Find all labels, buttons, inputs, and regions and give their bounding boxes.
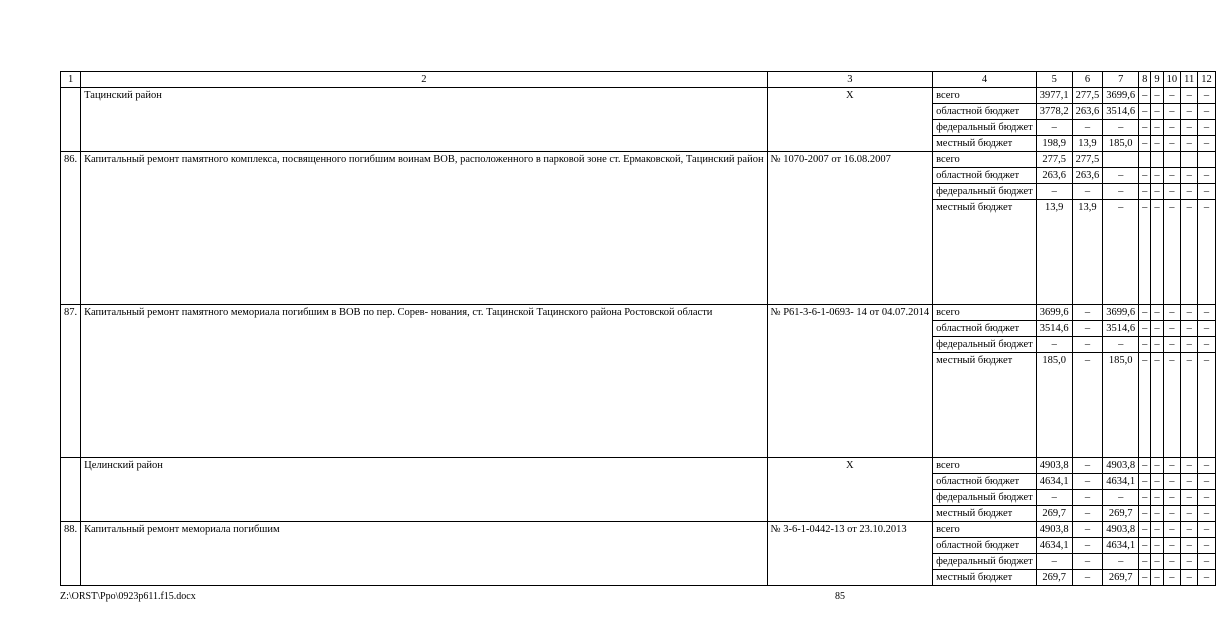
amount-cell: –	[1163, 104, 1181, 120]
amount-cell: –	[1139, 538, 1151, 554]
amount-cell: 277,5	[1036, 152, 1072, 168]
item-number: 88.	[61, 522, 81, 586]
amount-cell: –	[1151, 506, 1163, 522]
item-number: 86.	[61, 152, 81, 305]
amount-cell: 3514,6	[1103, 321, 1139, 337]
amount-cell: –	[1181, 200, 1198, 305]
amount-cell: –	[1139, 337, 1151, 353]
budget-type-label: местный бюджет	[933, 200, 1037, 305]
amount-cell: 3514,6	[1103, 104, 1139, 120]
amount-cell: –	[1072, 506, 1103, 522]
table-row	[61, 522, 1216, 538]
amount-cell: –	[1072, 522, 1103, 538]
amount-cell: –	[1163, 538, 1181, 554]
amount-cell: –	[1163, 120, 1181, 136]
amount-cell: –	[1139, 522, 1151, 538]
header-cell: 7	[1103, 72, 1139, 88]
amount-cell: –	[1103, 337, 1139, 353]
amount-cell: –	[1072, 321, 1103, 337]
amount-cell: –	[1151, 490, 1163, 506]
amount-cell	[1163, 152, 1181, 168]
amount-cell: –	[1181, 305, 1198, 321]
amount-cell: –	[1139, 506, 1151, 522]
amount-cell: –	[1151, 321, 1163, 337]
amount-cell: –	[1198, 458, 1216, 474]
budget-type-label: всего	[933, 88, 1037, 104]
amount-cell: –	[1103, 120, 1139, 136]
amount-cell: –	[1163, 321, 1181, 337]
amount-cell: –	[1151, 570, 1163, 586]
budget-type-label: местный бюджет	[933, 506, 1037, 522]
budget-type-label: областной бюджет	[933, 321, 1037, 337]
amount-cell: 13,9	[1072, 136, 1103, 152]
budget-type-label: областной бюджет	[933, 168, 1037, 184]
header-cell: 11	[1181, 72, 1198, 88]
document-ref: Х	[767, 458, 933, 522]
amount-cell	[1181, 152, 1198, 168]
amount-cell: –	[1139, 490, 1151, 506]
budget-type-label: всего	[933, 458, 1037, 474]
amount-cell	[1139, 152, 1151, 168]
amount-cell: –	[1036, 490, 1072, 506]
amount-cell: –	[1181, 458, 1198, 474]
amount-cell: –	[1163, 305, 1181, 321]
amount-cell: 4903,8	[1103, 458, 1139, 474]
amount-cell: 269,7	[1103, 570, 1139, 586]
amount-cell: –	[1163, 506, 1181, 522]
amount-cell: –	[1151, 522, 1163, 538]
amount-cell: 13,9	[1036, 200, 1072, 305]
amount-cell: –	[1181, 522, 1198, 538]
object-name: Капитальный ремонт памятного мемориала погибшим в ВОВ по пер. Сорев- нования, ст. Тацинской Тацинского района Ростовской области	[81, 305, 767, 458]
amount-cell: –	[1181, 490, 1198, 506]
budget-type-label: федеральный бюджет	[933, 490, 1037, 506]
amount-cell: –	[1181, 353, 1198, 458]
amount-cell: –	[1163, 458, 1181, 474]
amount-cell: 277,5	[1072, 88, 1103, 104]
amount-cell: –	[1151, 538, 1163, 554]
budget-type-label: областной бюджет	[933, 538, 1037, 554]
amount-cell: –	[1072, 305, 1103, 321]
amount-cell: –	[1181, 474, 1198, 490]
amount-cell: –	[1072, 474, 1103, 490]
amount-cell: 3699,6	[1036, 305, 1072, 321]
amount-cell: –	[1151, 168, 1163, 184]
amount-cell: –	[1163, 490, 1181, 506]
amount-cell: –	[1072, 538, 1103, 554]
amount-cell: 4634,1	[1103, 538, 1139, 554]
amount-cell: –	[1198, 305, 1216, 321]
amount-cell: –	[1151, 474, 1163, 490]
amount-cell: 13,9	[1072, 200, 1103, 305]
amount-cell: 3699,6	[1103, 305, 1139, 321]
document-ref: № 1070-2007 от 16.08.2007	[767, 152, 933, 305]
amount-cell: –	[1103, 184, 1139, 200]
amount-cell: –	[1198, 88, 1216, 104]
amount-cell: –	[1139, 570, 1151, 586]
amount-cell: –	[1151, 305, 1163, 321]
amount-cell: 4903,8	[1103, 522, 1139, 538]
budget-table	[60, 71, 1216, 586]
amount-cell: –	[1072, 554, 1103, 570]
header-cell: 9	[1151, 72, 1163, 88]
amount-cell: –	[1151, 337, 1163, 353]
budget-type-label: всего	[933, 152, 1037, 168]
header-row	[61, 72, 1216, 88]
amount-cell: –	[1139, 474, 1151, 490]
amount-cell: –	[1163, 554, 1181, 570]
amount-cell: 269,7	[1036, 570, 1072, 586]
header-cell: 8	[1139, 72, 1151, 88]
document-ref: Х	[767, 88, 933, 152]
amount-cell: 3778,2	[1036, 104, 1072, 120]
amount-cell: –	[1139, 104, 1151, 120]
amount-cell: –	[1198, 522, 1216, 538]
amount-cell: –	[1198, 168, 1216, 184]
amount-cell: –	[1036, 120, 1072, 136]
amount-cell: –	[1198, 337, 1216, 353]
amount-cell: –	[1181, 168, 1198, 184]
amount-cell: –	[1198, 200, 1216, 305]
amount-cell: –	[1151, 184, 1163, 200]
amount-cell: 263,6	[1072, 104, 1103, 120]
amount-cell: 269,7	[1036, 506, 1072, 522]
amount-cell: –	[1163, 184, 1181, 200]
table-row	[61, 88, 1216, 104]
amount-cell: –	[1072, 570, 1103, 586]
amount-cell: 185,0	[1103, 136, 1139, 152]
amount-cell: –	[1139, 321, 1151, 337]
item-number	[61, 458, 81, 522]
amount-cell: –	[1163, 522, 1181, 538]
amount-cell: –	[1139, 184, 1151, 200]
amount-cell: –	[1036, 184, 1072, 200]
amount-cell: 4634,1	[1103, 474, 1139, 490]
amount-cell: –	[1198, 538, 1216, 554]
amount-cell: –	[1181, 104, 1198, 120]
amount-cell: –	[1181, 506, 1198, 522]
amount-cell: 185,0	[1103, 353, 1139, 458]
amount-cell: 4903,8	[1036, 458, 1072, 474]
amount-cell: –	[1163, 88, 1181, 104]
amount-cell: –	[1103, 554, 1139, 570]
amount-cell	[1103, 152, 1139, 168]
amount-cell: –	[1181, 136, 1198, 152]
amount-cell: –	[1072, 337, 1103, 353]
amount-cell: –	[1181, 88, 1198, 104]
amount-cell: 269,7	[1103, 506, 1139, 522]
amount-cell: –	[1151, 120, 1163, 136]
object-name: Капитальный ремонт памятного комплекса, посвященного погибшим воинам ВОВ, расположенного в парковой зоне ст. Ермаковской, Тацинский район	[81, 152, 767, 305]
budget-type-label: областной бюджет	[933, 104, 1037, 120]
footer-file-path: Z:\ORST\Ppo\0923p611.f15.docx	[60, 591, 196, 602]
amount-cell: –	[1163, 168, 1181, 184]
amount-cell: –	[1181, 570, 1198, 586]
amount-cell: –	[1072, 458, 1103, 474]
amount-cell	[1151, 152, 1163, 168]
header-cell: 12	[1198, 72, 1216, 88]
header-cell: 4	[933, 72, 1037, 88]
budget-type-label: областной бюджет	[933, 474, 1037, 490]
table-row	[61, 305, 1216, 321]
item-number	[61, 88, 81, 152]
amount-cell: –	[1198, 136, 1216, 152]
amount-cell: –	[1198, 104, 1216, 120]
amount-cell: –	[1198, 184, 1216, 200]
budget-type-label: федеральный бюджет	[933, 120, 1037, 136]
amount-cell: –	[1198, 554, 1216, 570]
amount-cell: 3699,6	[1103, 88, 1139, 104]
amount-cell: –	[1151, 104, 1163, 120]
amount-cell: –	[1151, 554, 1163, 570]
amount-cell: –	[1139, 353, 1151, 458]
budget-type-label: местный бюджет	[933, 570, 1037, 586]
amount-cell: –	[1151, 88, 1163, 104]
amount-cell: –	[1072, 184, 1103, 200]
amount-cell: –	[1181, 184, 1198, 200]
amount-cell: –	[1036, 337, 1072, 353]
document-ref: № 3-6-1-0442-13 от 23.10.2013	[767, 522, 933, 586]
amount-cell: –	[1181, 321, 1198, 337]
budget-type-label: федеральный бюджет	[933, 337, 1037, 353]
amount-cell: –	[1163, 570, 1181, 586]
header-cell: 2	[81, 72, 767, 88]
page-number: 85	[835, 591, 845, 602]
budget-type-label: местный бюджет	[933, 136, 1037, 152]
header-cell: 1	[61, 72, 81, 88]
amount-cell: –	[1163, 353, 1181, 458]
amount-cell: 198,9	[1036, 136, 1072, 152]
amount-cell: –	[1181, 120, 1198, 136]
amount-cell: –	[1151, 136, 1163, 152]
amount-cell: –	[1151, 200, 1163, 305]
amount-cell: 263,6	[1036, 168, 1072, 184]
table-row	[61, 152, 1216, 168]
amount-cell: –	[1072, 490, 1103, 506]
amount-cell: –	[1181, 554, 1198, 570]
amount-cell: –	[1036, 554, 1072, 570]
amount-cell: 263,6	[1072, 168, 1103, 184]
item-number: 87.	[61, 305, 81, 458]
amount-cell: –	[1103, 200, 1139, 305]
amount-cell	[1198, 152, 1216, 168]
amount-cell: 277,5	[1072, 152, 1103, 168]
amount-cell: –	[1139, 554, 1151, 570]
amount-cell: –	[1151, 353, 1163, 458]
amount-cell: –	[1139, 305, 1151, 321]
amount-cell: –	[1198, 490, 1216, 506]
header-cell: 10	[1163, 72, 1181, 88]
budget-type-label: всего	[933, 522, 1037, 538]
amount-cell: –	[1139, 88, 1151, 104]
amount-cell: 4634,1	[1036, 538, 1072, 554]
amount-cell: –	[1151, 458, 1163, 474]
amount-cell: –	[1198, 474, 1216, 490]
amount-cell: –	[1103, 168, 1139, 184]
amount-cell: –	[1072, 120, 1103, 136]
object-name: Тацинский район	[81, 88, 767, 152]
table-row	[61, 458, 1216, 474]
header-cell: 5	[1036, 72, 1072, 88]
amount-cell: –	[1198, 321, 1216, 337]
budget-type-label: всего	[933, 305, 1037, 321]
amount-cell: 3977,1	[1036, 88, 1072, 104]
header-cell: 6	[1072, 72, 1103, 88]
amount-cell: 185,0	[1036, 353, 1072, 458]
amount-cell: –	[1198, 570, 1216, 586]
amount-cell: –	[1139, 458, 1151, 474]
budget-type-label: федеральный бюджет	[933, 554, 1037, 570]
amount-cell: –	[1198, 120, 1216, 136]
amount-cell: –	[1163, 337, 1181, 353]
amount-cell: 4903,8	[1036, 522, 1072, 538]
amount-cell: 4634,1	[1036, 474, 1072, 490]
amount-cell: 3514,6	[1036, 321, 1072, 337]
amount-cell: –	[1139, 136, 1151, 152]
amount-cell: –	[1181, 538, 1198, 554]
document-ref: № Р61-3-6-1-0693- 14 от 04.07.2014	[767, 305, 933, 458]
amount-cell: –	[1181, 337, 1198, 353]
object-name: Целинский район	[81, 458, 767, 522]
amount-cell: –	[1139, 168, 1151, 184]
budget-type-label: федеральный бюджет	[933, 184, 1037, 200]
amount-cell: –	[1198, 353, 1216, 458]
amount-cell: –	[1103, 490, 1139, 506]
amount-cell: –	[1139, 120, 1151, 136]
amount-cell: –	[1163, 200, 1181, 305]
object-name: Капитальный ремонт мемориала погибшим	[81, 522, 767, 586]
amount-cell: –	[1139, 200, 1151, 305]
amount-cell: –	[1163, 474, 1181, 490]
amount-cell: –	[1198, 506, 1216, 522]
amount-cell: –	[1163, 136, 1181, 152]
header-cell: 3	[767, 72, 933, 88]
budget-type-label: местный бюджет	[933, 353, 1037, 458]
amount-cell: –	[1072, 353, 1103, 458]
